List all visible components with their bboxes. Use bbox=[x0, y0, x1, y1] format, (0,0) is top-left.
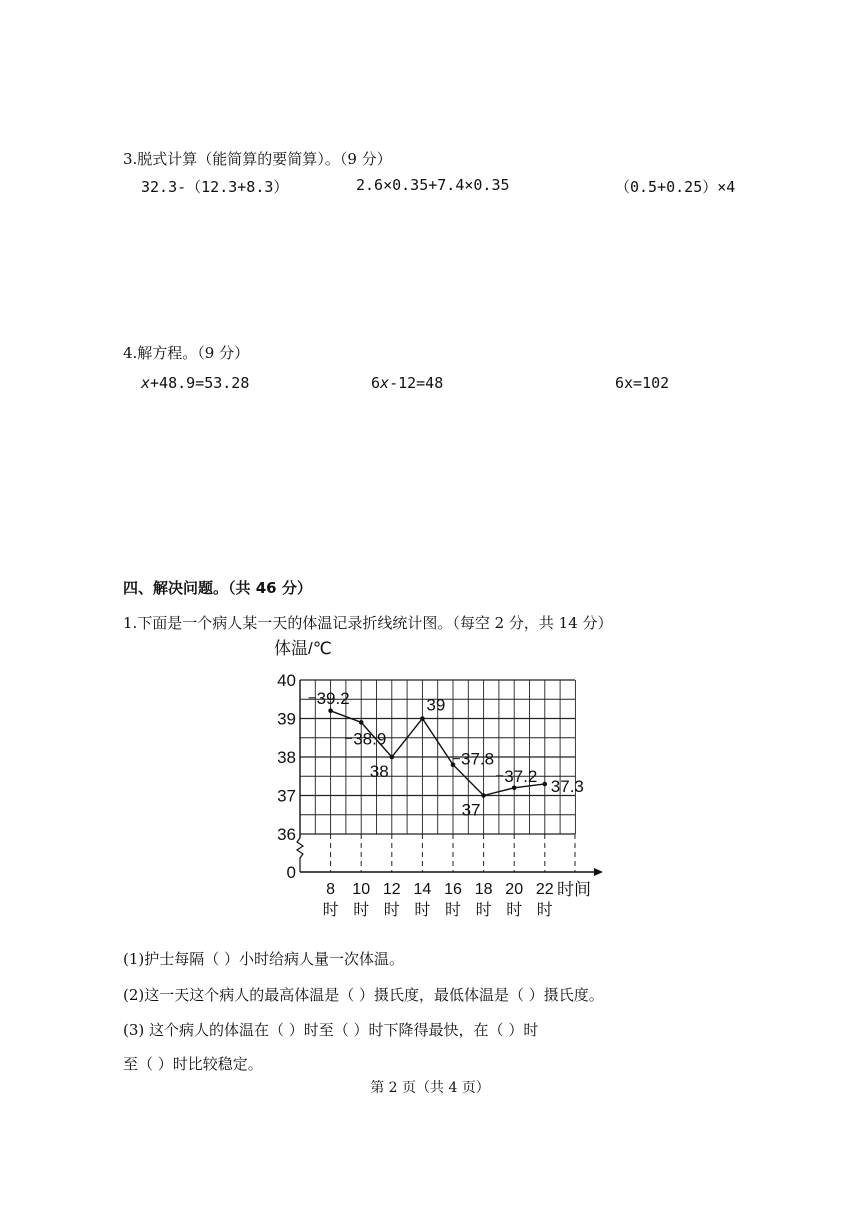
equation-3: 6x=102 bbox=[615, 374, 670, 392]
question-1-3-line2: 至（ ）时比较稳定。 bbox=[123, 1055, 263, 1073]
temperature-line-chart bbox=[260, 632, 620, 922]
x-tick-label: 12 bbox=[382, 881, 401, 898]
y-tick-label: 38 bbox=[277, 748, 296, 767]
question-1-3-line1: (3) 这个病人的体温在（ ）时至（ ）时下降得最快，在（ ）时 bbox=[123, 1021, 539, 1039]
y-axis-label: 体温/℃ bbox=[274, 639, 332, 658]
data-point bbox=[390, 755, 395, 760]
y-tick-label: 0 bbox=[286, 863, 296, 882]
data-point bbox=[451, 762, 456, 767]
x-tick-labels bbox=[323, 881, 554, 919]
data-label: 39.2 bbox=[316, 688, 350, 708]
data-label: 37.8 bbox=[461, 749, 495, 769]
y-tick-label: 39 bbox=[277, 709, 296, 729]
question-1-intro: 1.下面是一个病人某一天的体温记录折线统计图。（每空 2 分，共 14 分） bbox=[123, 614, 613, 632]
x-tick-label: 18 bbox=[474, 881, 493, 898]
expression-2: 2.6×0.35+7.4×0.35 bbox=[356, 176, 510, 194]
x-tick-label: 22 bbox=[535, 881, 554, 898]
x-axis-label: 时间 bbox=[557, 880, 591, 899]
x-tick-unit: 时 bbox=[383, 902, 400, 919]
x-tick-label: 10 bbox=[352, 881, 371, 898]
x-tick-unit: 时 bbox=[414, 902, 431, 919]
equation-2 bbox=[371, 374, 443, 392]
data-point bbox=[359, 720, 364, 725]
equation-1 bbox=[141, 374, 249, 392]
data-label: 39 bbox=[426, 695, 446, 715]
equation-2-variable: x bbox=[380, 374, 390, 392]
x-tick-unit: 时 bbox=[444, 902, 462, 919]
page-footer: 第 2 页（共 4 页） bbox=[370, 1080, 490, 1096]
x-tick-unit: 时 bbox=[536, 902, 553, 919]
equation-1-variable: x bbox=[141, 374, 151, 392]
data-label: 37.3 bbox=[550, 776, 584, 796]
data-point bbox=[328, 709, 333, 714]
y-tick-label: 36 bbox=[277, 825, 296, 844]
section-4-title: 4.解方程。（9 分） bbox=[123, 344, 250, 362]
data-point bbox=[543, 782, 548, 787]
x-axis-arrow bbox=[594, 868, 603, 876]
question-1-1: (1)护士每隔（ ）小时给病人量一次体温。 bbox=[123, 950, 405, 968]
x-tick-unit: 时 bbox=[353, 902, 370, 919]
equation-1-rest: +48.9=53.28 bbox=[150, 374, 250, 392]
axis-break-zigzag bbox=[297, 838, 303, 872]
section-3-title: 3.脱式计算（能简算的要简算）。（9 分） bbox=[123, 150, 392, 168]
expression-3: （0.5+0.25）×4 bbox=[615, 178, 736, 196]
data-label: 37.2 bbox=[504, 766, 538, 786]
equation-2-coef: 6 bbox=[371, 374, 381, 392]
data-point bbox=[512, 786, 517, 791]
expression-1: 32.3-（12.3+8.3） bbox=[141, 178, 289, 196]
x-tick-label: 16 bbox=[444, 881, 462, 898]
x-tick-unit: 时 bbox=[322, 902, 339, 919]
y-tick-label: 40 bbox=[277, 671, 296, 690]
part-4-heading: 四、解决问题。（共 46 分） bbox=[123, 579, 312, 597]
x-tick-unit: 时 bbox=[506, 902, 523, 919]
y-tick-label: 37 bbox=[277, 786, 296, 806]
question-1-2: (2)这一天这个病人的最高体温是（ ）摄氏度，最低体温是（ ）摄氏度。 bbox=[123, 986, 604, 1004]
data-label: 38.9 bbox=[353, 729, 387, 749]
data-label: 37 bbox=[461, 800, 481, 820]
x-tick-label: 14 bbox=[413, 881, 432, 898]
equation-2-rest: -12=48 bbox=[389, 374, 444, 392]
x-tick-unit: 时 bbox=[475, 902, 492, 919]
x-tick-label: 20 bbox=[505, 881, 524, 898]
y-tick-labels bbox=[277, 671, 296, 882]
data-point bbox=[481, 793, 486, 798]
x-tick-label: 8 bbox=[326, 881, 336, 898]
data-point bbox=[420, 716, 425, 721]
data-label: 38 bbox=[369, 762, 389, 781]
